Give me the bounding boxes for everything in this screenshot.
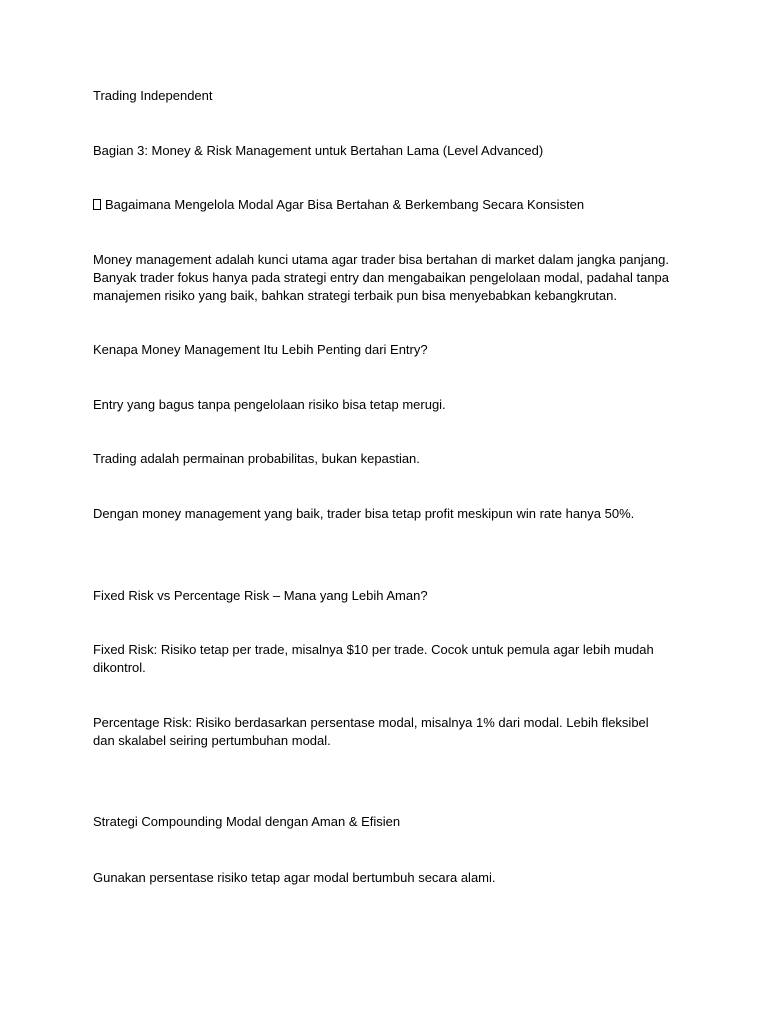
- q1-point-3: Dengan money management yang baik, trader bisa tetap profit meskipun win rate hanya 50%.: [93, 506, 635, 521]
- q1-point-2: Trading adalah permainan probabilitas, bukan kepastian.: [93, 451, 420, 466]
- q2-point-2: Percentage Risk: Risiko berdasarkan persentase modal, misalnya 1% dari modal. Lebih fleksibel dan skalabel seiring pertumbuhan modal.: [93, 715, 649, 748]
- subheading-text: Bagaimana Mengelola Modal Agar Bisa Bertahan & Berkembang Secara Konsisten: [105, 197, 585, 212]
- intro-paragraph: Money management adalah kunci utama agar trader bisa bertahan di market dalam jangka panjang. Banyak trader fokus hanya pada strategi entry dan mengabaikan pengelolaan modal, padahal tanpa manajemen risiko yang baik, bahkan strategi terbaik pun bisa menyebabkan kebangkrutan.: [93, 252, 670, 303]
- missing-glyph-icon: [93, 199, 101, 210]
- section-heading: Bagian 3: Money & Risk Management untuk Bertahan Lama (Level Advanced): [93, 143, 544, 158]
- q1-point-1: Entry yang bagus tanpa pengelolaan risiko bisa tetap merugi.: [93, 397, 446, 412]
- q3-heading: Strategi Compounding Modal dengan Aman & Efisien: [93, 814, 401, 829]
- q2-point-1: Fixed Risk: Risiko tetap per trade, misalnya $10 per trade. Cocok untuk pemula agar lebih mudah dikontrol.: [93, 642, 654, 675]
- q1-heading: Kenapa Money Management Itu Lebih Penting dari Entry?: [93, 342, 428, 357]
- subheading: [93, 196, 673, 214]
- q2-heading: Fixed Risk vs Percentage Risk – Mana yang Lebih Aman?: [93, 588, 428, 603]
- q3-point-1: Gunakan persentase risiko tetap agar modal bertumbuh secara alami.: [93, 870, 496, 885]
- document-title: Trading Independent: [93, 88, 213, 103]
